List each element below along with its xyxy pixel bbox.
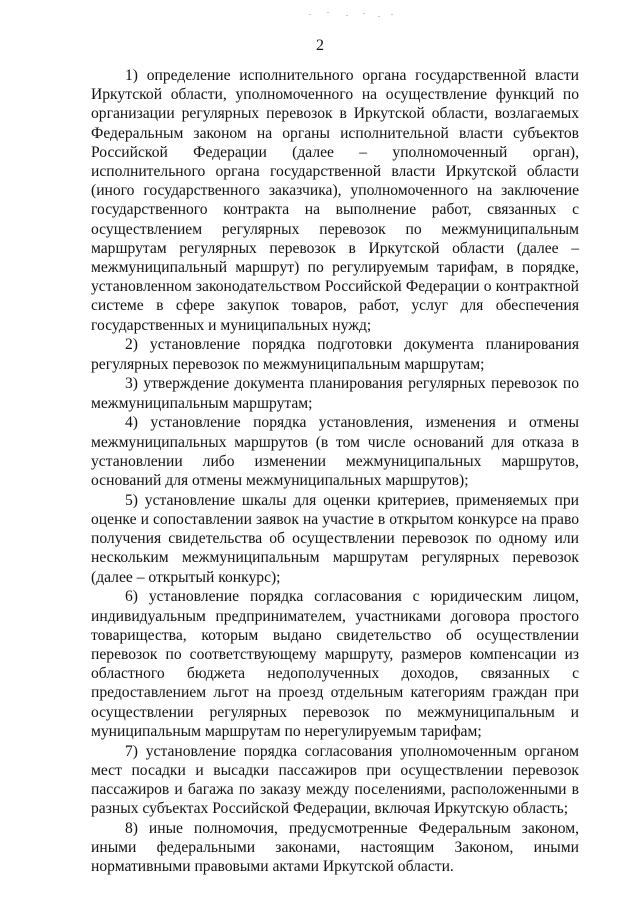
paragraph-5: 5) установление шкалы для оценки критериев, применяемых при оценке и сопоставлении заявок на участие в открытом конкурсе на право получения свидетельства об осуществлении перевозок по одному или нескольким межмуниципальным маршрутам регулярных перевозок (далее – открытый конкурс); <box>91 491 579 586</box>
paragraph-1: 1) определение исполнительного органа государственной власти Иркутской области, уполномоченного на осуществление функций по организации регулярных перевозок в Иркутской области, возлагаемых Федеральным законом на органы исполнительной власти субъектов Российской Федерации (далее – уполномоченный орган), исполнительного органа государственной власти Иркутской области (иного государственного заказчика), уполномоченного на заключение государственного контракта на выполнение работ, связанных с осуществлением регулярных перевозок по межмуниципальным маршрутам регулярных перевозок в Иркутской области (далее – межмуниципальный маршрут) по регулируемым тарифам, в порядке, установленном законодательством Российской Федерации о контрактной системе в сфере закупок товаров, работ, услуг для обеспечения государственных и муниципальных нужд; <box>91 67 579 334</box>
paragraph-6: 6) установление порядка согласования с юридическим лицом, индивидуальным предпринимателем, участниками договора простого товарищества, которым выдано свидетельство об осуществлении перевозок по соответствующему маршруту, размеров компенсации из областного бюджета недополученных доходов, связанных с предоставлением льгот на проезд отдельным категориям граждан при осуществлении регулярных перевозок по межмуниципальным и муниципальным маршрутам по нерегулируемым тарифам; <box>91 588 579 740</box>
paragraph-4: 4) установление порядка установления, изменения и отмены межмуниципальных маршрутов (в том числе оснований для отказа в установлении либо изменении межмуниципальных маршрутов, оснований для отмены межмуниципальных маршрутов); <box>91 414 579 490</box>
paragraph-2: 2) установление порядка подготовки документа планирования регулярных перевозок по межмуниципальным маршрутам; <box>91 336 579 373</box>
paragraph-7: 7) установление порядка согласования уполномоченным органом мест посадки и высадки пассажиров при осуществлении перевозок пассажиров и багажа по заказу между поселениями, расположенными в разных субъектах Российской Федерации, включая Иркутскую область; <box>91 742 579 818</box>
paragraph-8: 8) иные полномочия, предусмотренные Федеральным законом, иными федеральными законами, настоящим Законом, иными нормативными правовыми актами Иркутской области. <box>91 820 579 876</box>
page-number: 2 <box>316 37 324 54</box>
document-body <box>91 66 579 877</box>
paragraph-3: 3) утверждение документа планирования регулярных перевозок по межмуниципальным маршрутам; <box>91 375 579 412</box>
scan-artifact <box>305 10 395 20</box>
